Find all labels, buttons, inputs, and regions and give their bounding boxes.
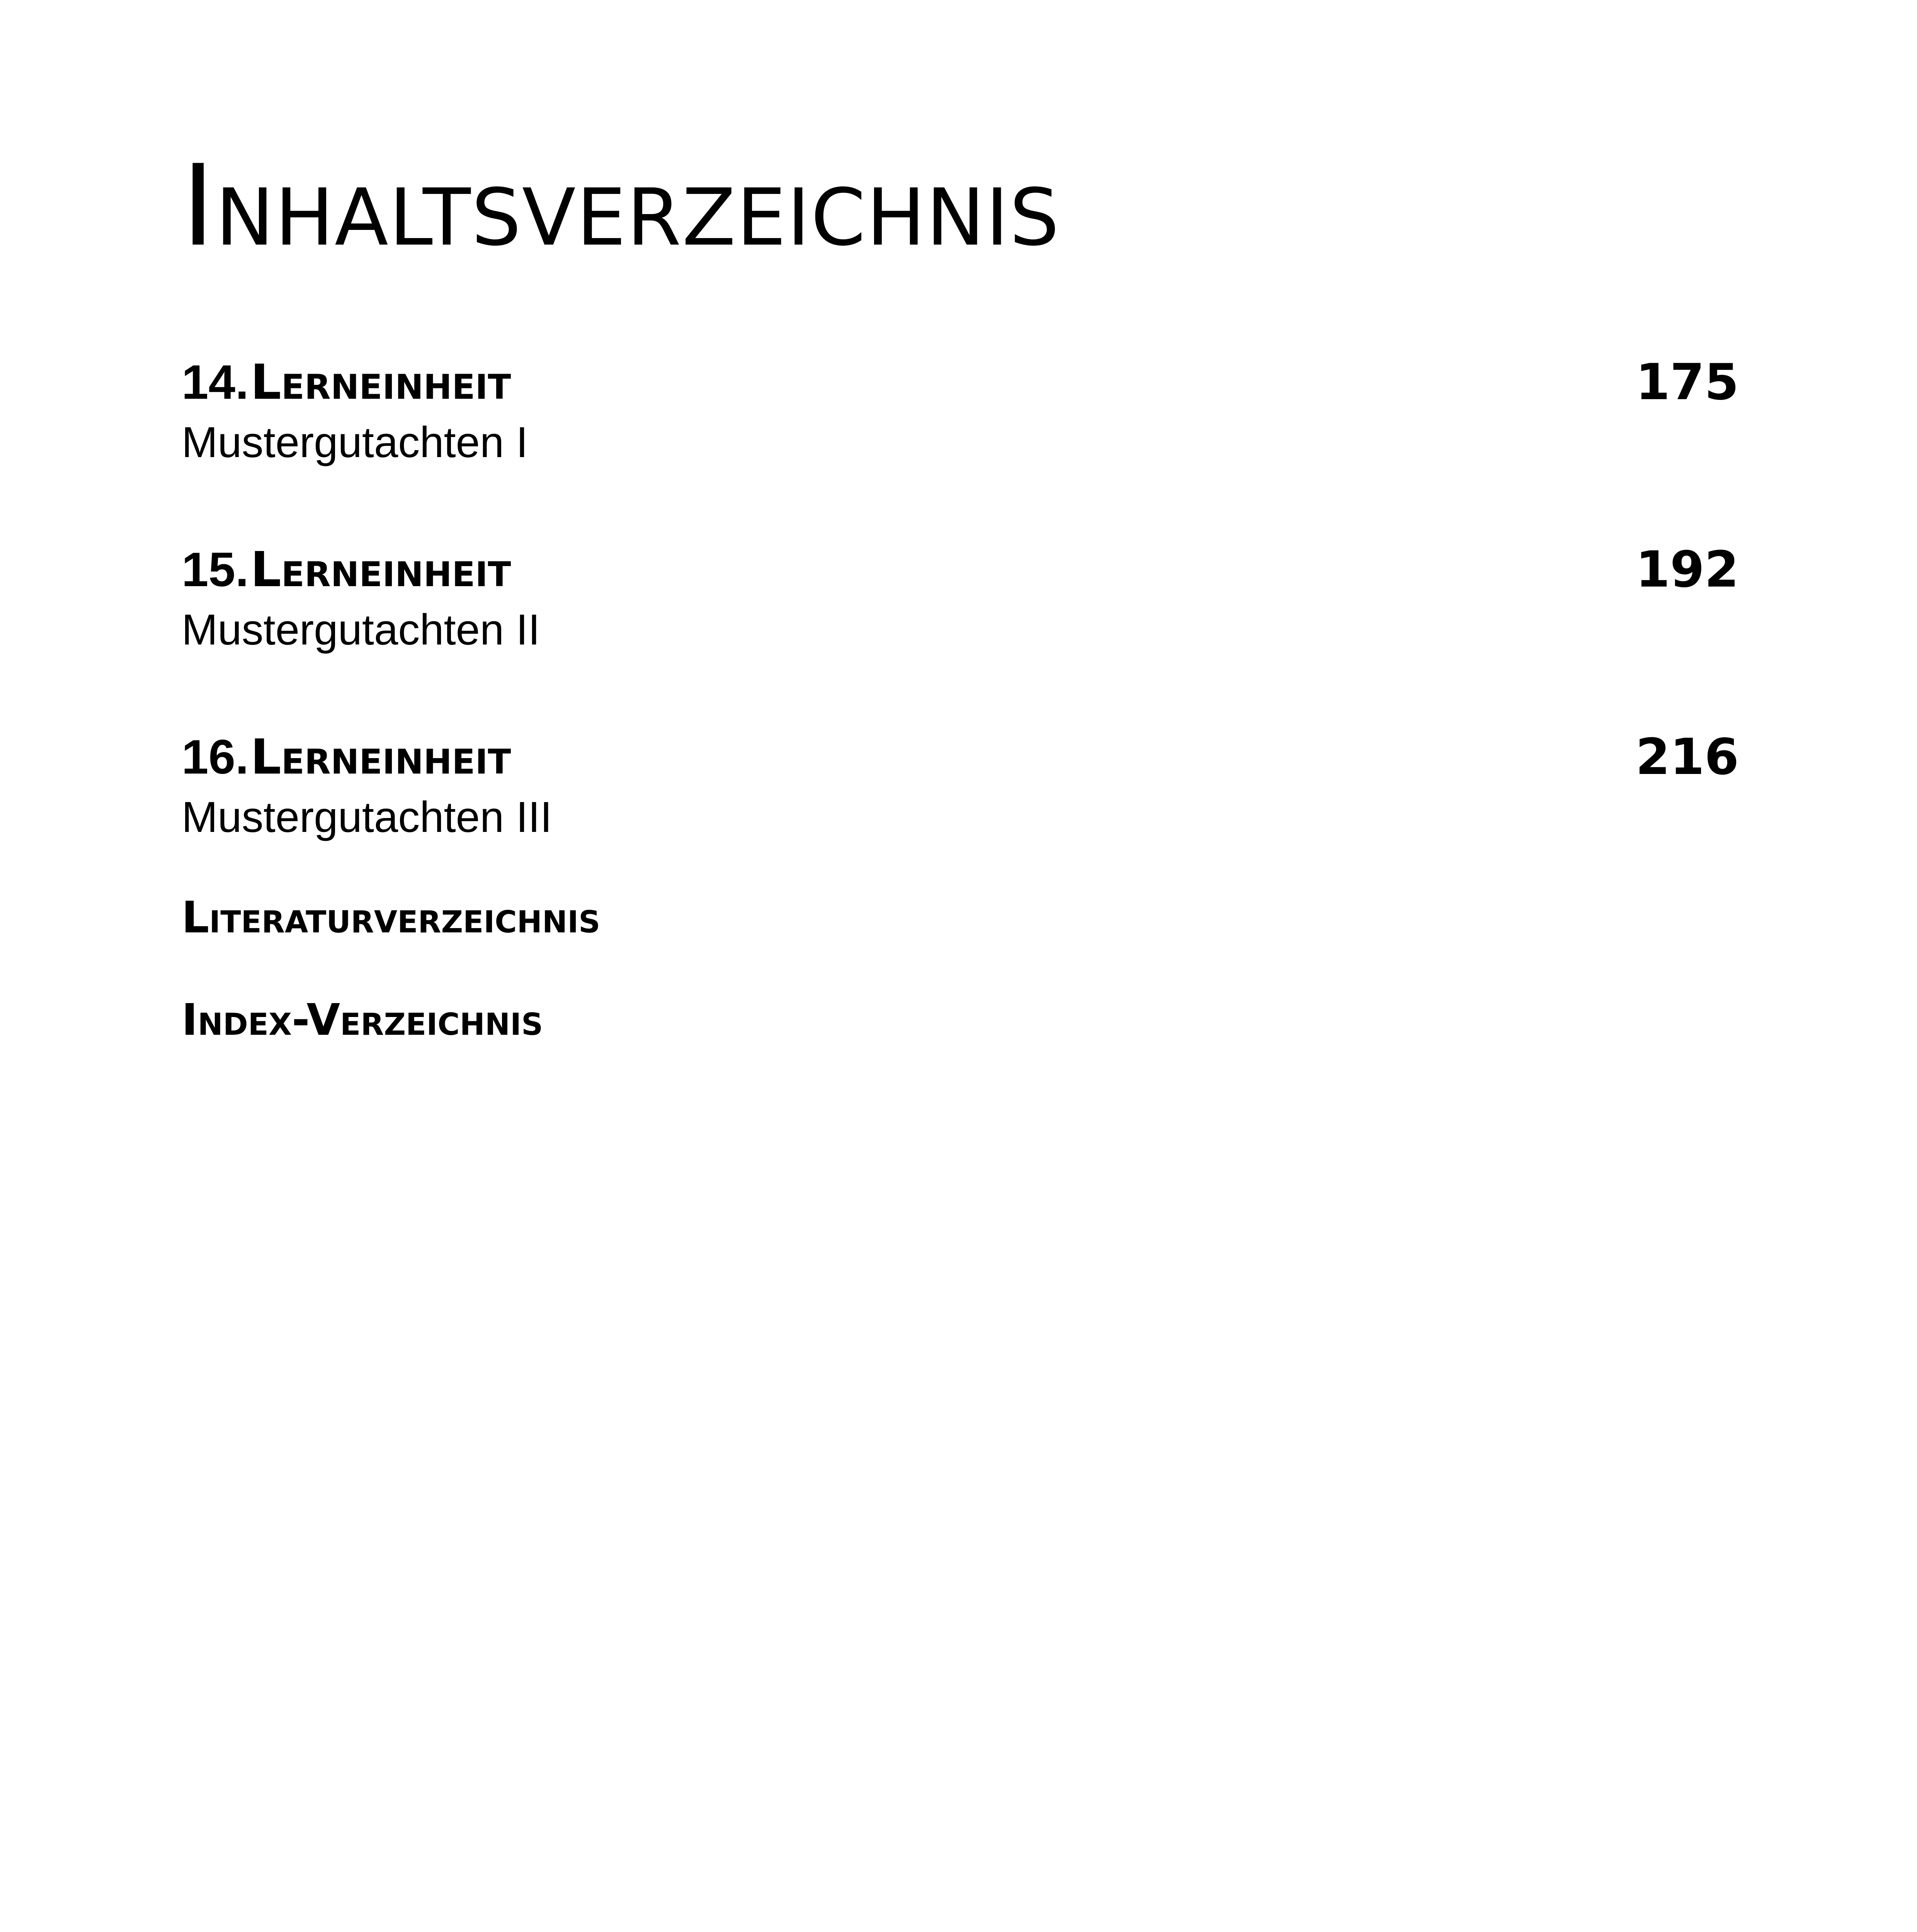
toc-index-verzeichnis[interactable]: Index-Verzeichnis <box>182 995 543 1045</box>
toc-entry-header <box>182 354 1739 412</box>
toc-literaturverzeichnis[interactable]: Literaturverzeichnis <box>182 893 600 943</box>
toc-entry-number: 15. <box>182 543 249 597</box>
toc-entry-page-number: 192 <box>1635 541 1739 599</box>
toc-entry-subtitle: Mustergutachten II <box>182 605 540 654</box>
toc-entry-page-number: 175 <box>1635 354 1739 411</box>
toc-entry-number: 16. <box>182 730 249 784</box>
toc-entry-subtitle: Mustergutachten III <box>182 793 552 841</box>
toc-entry-header <box>182 541 1739 599</box>
toc-entry-15[interactable] <box>182 541 1739 659</box>
toc-entry-title: Lerneinheit <box>250 354 511 410</box>
toc-entry-title: Lerneinheit <box>250 729 511 785</box>
toc-entry-16[interactable] <box>182 728 1739 846</box>
toc-entry-subtitle: Mustergutachten I <box>182 418 528 466</box>
toc-entry-number: 14. <box>182 355 249 409</box>
toc-entry-title: Lerneinheit <box>250 542 511 598</box>
toc-entry-14[interactable] <box>182 354 1739 471</box>
page-title: Inhaltsverzeichnis <box>182 141 1060 272</box>
toc-entry-page-number: 216 <box>1635 728 1739 786</box>
toc-entry-header <box>182 728 1739 786</box>
